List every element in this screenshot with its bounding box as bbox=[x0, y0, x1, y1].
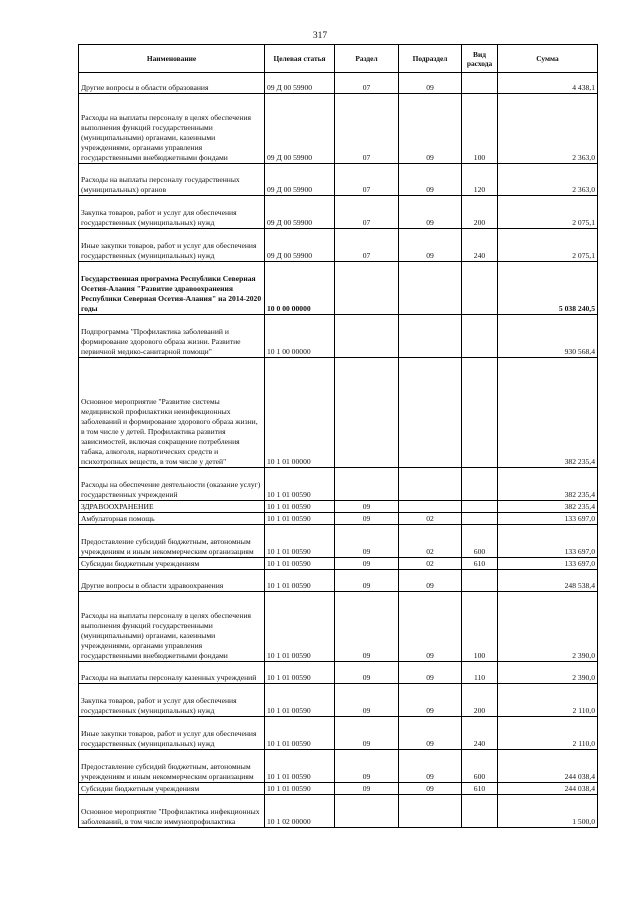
cell-target: 10 1 01 00590 bbox=[265, 468, 335, 501]
cell-amount: 2 390,0 bbox=[498, 592, 598, 662]
cell-name-text: Подпрограмма "Профилактика заболеваний и формирование здорового образа жизни. Развитие первичной медико-санитарной помощи" bbox=[81, 327, 241, 356]
table-row bbox=[79, 717, 598, 750]
cell-target: 10 1 01 00590 bbox=[265, 783, 335, 795]
cell-expense-type: 110 bbox=[462, 662, 498, 684]
table-header-row bbox=[79, 45, 598, 73]
table-body bbox=[79, 73, 598, 828]
cell-name bbox=[79, 558, 265, 570]
cell-name bbox=[79, 94, 265, 164]
cell-target: 10 0 00 00000 bbox=[265, 262, 335, 315]
cell-name-text: Предоставление субсидий бюджетным, автономным учреждениям и иным некоммерческим организациям bbox=[81, 762, 254, 781]
table-row bbox=[79, 94, 598, 164]
cell-subsection bbox=[399, 358, 462, 468]
cell-subsection: 09 bbox=[399, 570, 462, 592]
cell-subsection: 02 bbox=[399, 513, 462, 525]
cell-target: 10 1 01 00590 bbox=[265, 501, 335, 513]
cell-section bbox=[335, 315, 399, 358]
cell-target: 10 1 01 00590 bbox=[265, 684, 335, 717]
cell-name bbox=[79, 684, 265, 717]
cell-name bbox=[79, 501, 265, 513]
cell-target: 10 1 01 00590 bbox=[265, 662, 335, 684]
cell-name bbox=[79, 73, 265, 94]
cell-target: 10 1 01 00590 bbox=[265, 513, 335, 525]
cell-subsection: 09 bbox=[399, 750, 462, 783]
table-row bbox=[79, 570, 598, 592]
cell-section: 07 bbox=[335, 229, 399, 262]
cell-name bbox=[79, 196, 265, 229]
cell-target: 09 Д 00 59900 bbox=[265, 196, 335, 229]
cell-amount: 244 038,4 bbox=[498, 750, 598, 783]
cell-section: 09 bbox=[335, 525, 399, 558]
cell-section bbox=[335, 262, 399, 315]
budget-table bbox=[78, 44, 598, 828]
cell-amount: 133 697,0 bbox=[498, 513, 598, 525]
cell-expense-type: 240 bbox=[462, 229, 498, 262]
cell-expense-type bbox=[462, 570, 498, 592]
cell-name-text: Другие вопросы в области образования bbox=[81, 83, 209, 92]
cell-name bbox=[79, 750, 265, 783]
cell-expense-type: 200 bbox=[462, 684, 498, 717]
cell-subsection: 02 bbox=[399, 558, 462, 570]
cell-name-text: Субсидии бюджетным учреждениям bbox=[81, 784, 200, 793]
cell-subsection: 09 bbox=[399, 196, 462, 229]
table-row bbox=[79, 196, 598, 229]
cell-name bbox=[79, 717, 265, 750]
cell-name-text: Предоставление субсидий бюджетным, автономным учреждениям и иным некоммерческим организациям bbox=[81, 537, 254, 556]
cell-name-text: Амбулаторная помощь bbox=[81, 514, 155, 523]
cell-name bbox=[79, 570, 265, 592]
cell-expense-type: 610 bbox=[462, 558, 498, 570]
cell-target: 09 Д 00 59900 bbox=[265, 229, 335, 262]
table-row bbox=[79, 229, 598, 262]
header-name: Наименование bbox=[79, 45, 265, 73]
table-row bbox=[79, 501, 598, 513]
cell-expense-type bbox=[462, 501, 498, 513]
cell-target: 10 1 01 00590 bbox=[265, 525, 335, 558]
cell-name bbox=[79, 783, 265, 795]
cell-name bbox=[79, 262, 265, 315]
cell-amount: 2 075,1 bbox=[498, 196, 598, 229]
cell-amount: 2 390,0 bbox=[498, 662, 598, 684]
cell-subsection: 09 bbox=[399, 783, 462, 795]
table-row bbox=[79, 525, 598, 558]
cell-name-text: Субсидии бюджетным учреждениям bbox=[81, 559, 200, 568]
cell-subsection: 09 bbox=[399, 684, 462, 717]
cell-section: 07 bbox=[335, 73, 399, 94]
cell-expense-type: 600 bbox=[462, 525, 498, 558]
cell-amount: 248 538,4 bbox=[498, 570, 598, 592]
cell-subsection: 09 bbox=[399, 662, 462, 684]
cell-name-text: Расходы на выплаты персоналу государственных (муниципальных) органов bbox=[81, 175, 240, 194]
cell-expense-type bbox=[462, 795, 498, 828]
cell-name-text: ЗДРАВООХРАНЕНИЕ bbox=[81, 502, 154, 511]
table-row bbox=[79, 750, 598, 783]
table-row bbox=[79, 684, 598, 717]
cell-section: 09 bbox=[335, 501, 399, 513]
cell-subsection bbox=[399, 501, 462, 513]
cell-expense-type: 120 bbox=[462, 164, 498, 196]
page-number: 317 bbox=[312, 31, 328, 41]
cell-section: 09 bbox=[335, 783, 399, 795]
cell-expense-type: 100 bbox=[462, 592, 498, 662]
cell-amount: 382 235,4 bbox=[498, 468, 598, 501]
cell-section bbox=[335, 795, 399, 828]
cell-section: 07 bbox=[335, 164, 399, 196]
cell-amount: 382 235,4 bbox=[498, 501, 598, 513]
cell-name bbox=[79, 164, 265, 196]
cell-expense-type bbox=[462, 358, 498, 468]
cell-name-text: Расходы на выплаты персоналу казенных учреждений bbox=[81, 673, 257, 682]
cell-section: 07 bbox=[335, 196, 399, 229]
cell-subsection: 09 bbox=[399, 229, 462, 262]
cell-expense-type: 200 bbox=[462, 196, 498, 229]
cell-name-text: Основное мероприятие "Развитие системы медицинской профилактики неинфекционных заболеваний и формирование здорового образа жизни, в том числе у детей. Профилактика развития зависимостей, включая сокращение потребления табака, алкоголя, наркотических средств и психотропных веществ, в том числе у детей" bbox=[81, 397, 258, 466]
cell-target: 10 1 01 00590 bbox=[265, 570, 335, 592]
cell-name bbox=[79, 468, 265, 501]
header-subsection: Подраздел bbox=[399, 45, 462, 73]
cell-subsection: 09 bbox=[399, 73, 462, 94]
cell-name-text: Другие вопросы в области здравоохранения bbox=[81, 581, 224, 590]
cell-expense-type bbox=[462, 513, 498, 525]
cell-name-text: Расходы на обеспечение деятельности (оказание услуг) государственных учреждений bbox=[81, 480, 261, 499]
header-expense-type: Вид расхода bbox=[462, 45, 498, 73]
cell-subsection: 02 bbox=[399, 525, 462, 558]
cell-expense-type bbox=[462, 315, 498, 358]
cell-section: 09 bbox=[335, 592, 399, 662]
cell-target: 09 Д 00 59900 bbox=[265, 94, 335, 164]
cell-section: 09 bbox=[335, 717, 399, 750]
header-section: Раздел bbox=[335, 45, 399, 73]
table-row bbox=[79, 558, 598, 570]
table-row bbox=[79, 662, 598, 684]
cell-amount: 2 110,0 bbox=[498, 717, 598, 750]
cell-subsection: 09 bbox=[399, 592, 462, 662]
cell-expense-type: 240 bbox=[462, 717, 498, 750]
cell-amount: 2 363,0 bbox=[498, 164, 598, 196]
cell-expense-type: 610 bbox=[462, 783, 498, 795]
cell-target: 10 1 02 00000 bbox=[265, 795, 335, 828]
cell-target: 10 1 01 00590 bbox=[265, 750, 335, 783]
cell-target: 10 1 00 00000 bbox=[265, 315, 335, 358]
header-amount: Сумма bbox=[498, 45, 598, 73]
table-row bbox=[79, 164, 598, 196]
cell-name-text: Закупка товаров, работ и услуг для обеспечения государственных (муниципальных) нужд bbox=[81, 696, 237, 715]
cell-target: 09 Д 00 59900 bbox=[265, 164, 335, 196]
table-row bbox=[79, 513, 598, 525]
cell-section bbox=[335, 468, 399, 501]
cell-subsection bbox=[399, 315, 462, 358]
cell-section: 09 bbox=[335, 570, 399, 592]
cell-amount: 4 438,1 bbox=[498, 73, 598, 94]
cell-amount: 2 363,0 bbox=[498, 94, 598, 164]
cell-amount: 5 038 240,5 bbox=[498, 262, 598, 315]
table-row bbox=[79, 358, 598, 468]
cell-target: 10 1 01 00590 bbox=[265, 592, 335, 662]
cell-name bbox=[79, 358, 265, 468]
cell-expense-type: 600 bbox=[462, 750, 498, 783]
cell-subsection: 09 bbox=[399, 717, 462, 750]
cell-name-text: Основное мероприятие "Профилактика инфекционных заболеваний, в том числе иммунопрофилактика bbox=[81, 807, 260, 826]
table-row bbox=[79, 592, 598, 662]
cell-subsection: 09 bbox=[399, 164, 462, 196]
cell-name-text: Расходы на выплаты персоналу в целях обеспечения выполнения функций государственными (муниципальными) органами, казенными учреждениями, органами управления государственными внебюджетными фондами bbox=[81, 611, 252, 660]
cell-subsection bbox=[399, 468, 462, 501]
cell-amount: 1 500,0 bbox=[498, 795, 598, 828]
cell-name bbox=[79, 513, 265, 525]
cell-amount: 382 235,4 bbox=[498, 358, 598, 468]
cell-section: 09 bbox=[335, 684, 399, 717]
cell-target: 09 Д 00 59900 bbox=[265, 73, 335, 94]
cell-target: 10 1 01 00590 bbox=[265, 558, 335, 570]
cell-subsection: 09 bbox=[399, 94, 462, 164]
cell-section: 09 bbox=[335, 750, 399, 783]
cell-name-text: Закупка товаров, работ и услуг для обеспечения государственных (муниципальных) нужд bbox=[81, 208, 237, 227]
cell-expense-type bbox=[462, 262, 498, 315]
cell-expense-type: 100 bbox=[462, 94, 498, 164]
cell-section: 09 bbox=[335, 513, 399, 525]
cell-amount: 133 697,0 bbox=[498, 558, 598, 570]
cell-section: 09 bbox=[335, 558, 399, 570]
cell-name-text: Иные закупки товаров, работ и услуг для обеспечения государственных (муниципальных) нужд bbox=[81, 729, 257, 748]
cell-expense-type bbox=[462, 73, 498, 94]
cell-name bbox=[79, 315, 265, 358]
cell-name bbox=[79, 592, 265, 662]
table-row bbox=[79, 795, 598, 828]
cell-amount: 930 568,4 bbox=[498, 315, 598, 358]
cell-section: 07 bbox=[335, 94, 399, 164]
cell-name bbox=[79, 795, 265, 828]
cell-amount: 2 110,0 bbox=[498, 684, 598, 717]
cell-name-text: Иные закупки товаров, работ и услуг для обеспечения государственных (муниципальных) нужд bbox=[81, 241, 257, 260]
cell-name-text: Государственная программа Республики Северная Осетия-Алания "Развитие здравоохранения Республики Северная Осетия-Алания" на 2014-2020 годы bbox=[81, 274, 262, 313]
table-row bbox=[79, 262, 598, 315]
cell-amount: 244 038,4 bbox=[498, 783, 598, 795]
table-row bbox=[79, 315, 598, 358]
cell-subsection bbox=[399, 262, 462, 315]
cell-name bbox=[79, 662, 265, 684]
cell-amount: 133 697,0 bbox=[498, 525, 598, 558]
cell-name bbox=[79, 229, 265, 262]
cell-section bbox=[335, 358, 399, 468]
header-target: Целевая статья bbox=[265, 45, 335, 73]
table-row bbox=[79, 73, 598, 94]
cell-name bbox=[79, 525, 265, 558]
table-row bbox=[79, 783, 598, 795]
cell-expense-type bbox=[462, 468, 498, 501]
cell-name-text: Расходы на выплаты персоналу в целях обеспечения выполнения функций государственными (муниципальными) органами, казенными учреждениями, органами управления государственными внебюджетными фондами bbox=[81, 113, 252, 162]
table-row bbox=[79, 468, 598, 501]
cell-target: 10 1 01 00590 bbox=[265, 717, 335, 750]
cell-target: 10 1 01 00000 bbox=[265, 358, 335, 468]
cell-section: 09 bbox=[335, 662, 399, 684]
cell-amount: 2 075,1 bbox=[498, 229, 598, 262]
cell-subsection bbox=[399, 795, 462, 828]
